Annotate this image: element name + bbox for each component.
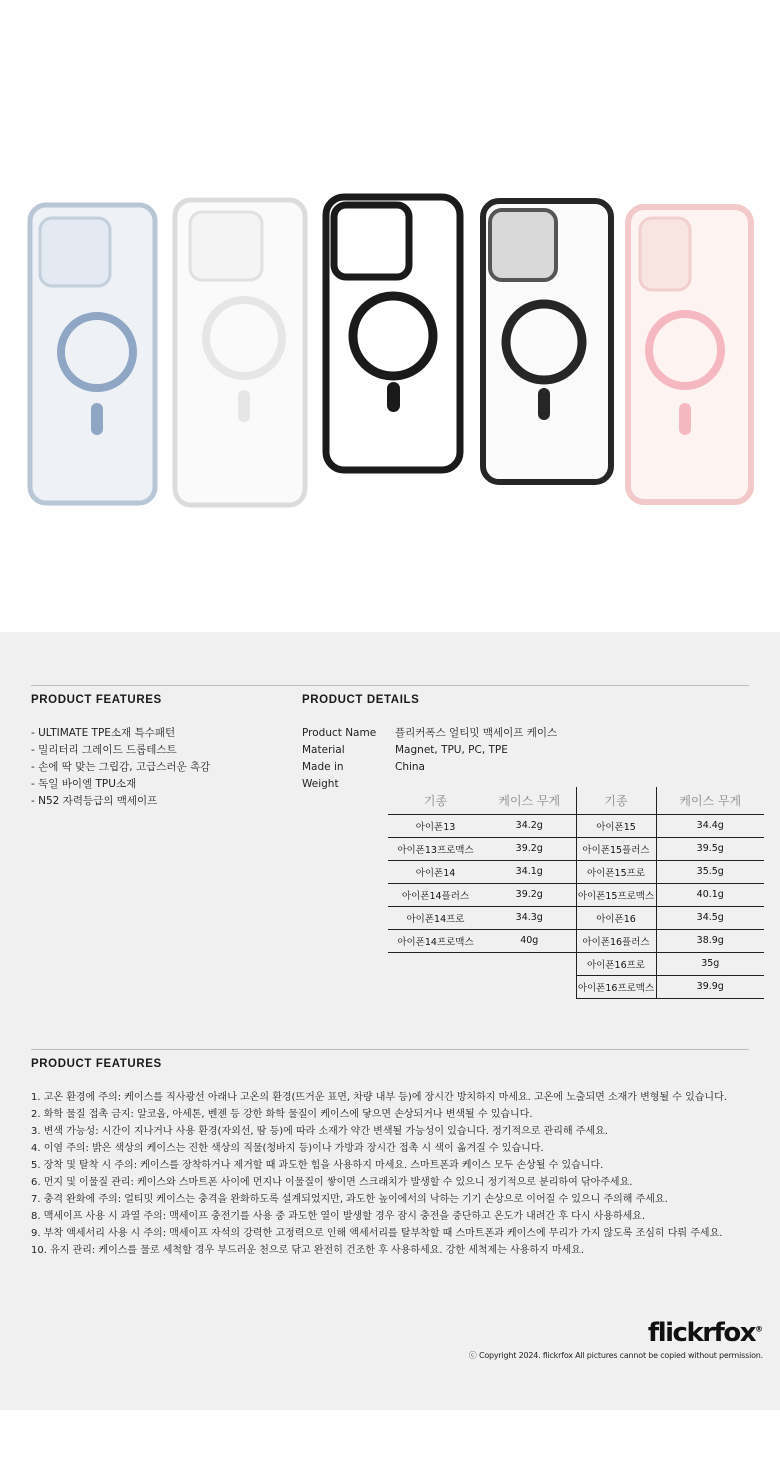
table-cell: 아이폰14플러스 [388, 883, 483, 906]
table-row [388, 952, 764, 975]
case-blue-gray [30, 205, 155, 503]
table-row [388, 883, 764, 906]
list-item: - N52 자력등급의 맥세이프 [31, 795, 158, 807]
column-header: 기종 [388, 787, 483, 814]
detail-label: Weight [302, 778, 339, 790]
table-cell: 아이폰13 [388, 814, 483, 837]
phone-cases-illustration [0, 0, 780, 632]
divider [31, 1049, 749, 1050]
list-item: - 밀리터리 그레이드 드롭테스트 [31, 744, 177, 756]
detail-row [302, 759, 557, 776]
table-cell: 35g [656, 952, 764, 975]
table-row [388, 929, 764, 952]
table-cell: 34.3g [483, 906, 576, 929]
table-row [388, 837, 764, 860]
table-row [388, 860, 764, 883]
table-cell: 35.5g [656, 860, 764, 883]
table-cell [483, 975, 576, 998]
divider [31, 685, 749, 686]
product-hero-image [0, 0, 780, 632]
table-cell: 아이폰14 [388, 860, 483, 883]
case-black [326, 197, 460, 470]
list-item: - 손에 딱 맞는 그립감, 고급스러운 촉감 [31, 761, 211, 773]
case-clear [175, 200, 305, 505]
list-item: - 독일 바이엘 TPU소재 [31, 778, 137, 790]
table-cell: 39.2g [483, 837, 576, 860]
detail-value: 플리커폭스 얼티밋 맥세이프 케이스 [395, 727, 558, 739]
table-cell: 아이폰14프로맥스 [388, 929, 483, 952]
table-header-row [388, 787, 764, 814]
care-list [31, 1089, 761, 1259]
brand-logo [648, 1318, 763, 1348]
table-cell: 38.9g [656, 929, 764, 952]
table-cell [388, 975, 483, 998]
details-list [302, 725, 557, 793]
table-cell: 34.2g [483, 814, 576, 837]
detail-value: China [395, 761, 425, 773]
column-header: 기종 [576, 787, 656, 814]
column-header: 케이스 무게 [483, 787, 576, 814]
care-title: PRODUCT FEATURES [31, 1058, 162, 1070]
registered-mark: ® [755, 1324, 763, 1334]
table-cell: 39.2g [483, 883, 576, 906]
column-header: 케이스 무게 [656, 787, 764, 814]
list-item: 6. 먼지 및 이물질 관리: 케이스와 스마트폰 사이에 먼지나 이물질이 쌓이면 스크래치가 발생할 수 있으니 정기적으로 분리하여 닦아주세요. [31, 1177, 633, 1188]
table-cell: 아이폰16플러스 [576, 929, 656, 952]
table-cell: 40.1g [656, 883, 764, 906]
detail-row [302, 742, 557, 759]
table-cell: 34.1g [483, 860, 576, 883]
table-cell: 아이폰13프로맥스 [388, 837, 483, 860]
detail-label: Product Name [302, 727, 377, 739]
table-cell: 아이폰15프로맥스 [576, 883, 656, 906]
table-cell [483, 952, 576, 975]
table-cell [388, 952, 483, 975]
table-cell: 39.5g [656, 837, 764, 860]
list-item: 4. 이염 주의: 밝은 색상의 케이스는 진한 색상의 직물(청바지 등)이나 가방과 장시간 접촉 시 색이 옮겨질 수 있습니다. [31, 1143, 544, 1154]
table-cell: 아이폰16프로맥스 [576, 975, 656, 998]
list-item: - ULTIMATE TPE소재 특수패턴 [31, 727, 176, 739]
list-item: 1. 고온 환경에 주의: 케이스를 직사광선 아래나 고온의 환경(뜨거운 표면, 차량 내부 등)에 장시간 방치하지 마세요. 고온에 노출되면 소재가 변형될 수 있습니다. [31, 1092, 727, 1103]
table-cell: 아이폰15프로 [576, 860, 656, 883]
features-title: PRODUCT FEATURES [31, 694, 162, 706]
detail-label: Made in [302, 761, 344, 773]
table-cell: 아이폰15 [576, 814, 656, 837]
list-item: 9. 부착 액세서리 사용 시 주의: 맥세이프 자석의 강력한 고정력으로 인해 액세서리를 탈부착할 때 스마트폰과 케이스에 무리가 가지 않도록 조심히 다뤄 주세요. [31, 1228, 723, 1239]
table-row [388, 975, 764, 998]
features-list [31, 725, 210, 810]
list-item: 3. 변색 가능성: 시간이 지나거나 사용 환경(자외선, 땀 등)에 따라 소재가 약간 변색될 가능성이 있습니다. 정기적으로 관리해 주세요. [31, 1126, 608, 1137]
copyright-text: ⓒ Copyright 2024. flickrfox All pictures cannot be copied without permission. [468, 1351, 763, 1360]
detail-row [302, 725, 557, 742]
table-cell: 아이폰15플러스 [576, 837, 656, 860]
table-cell: 40g [483, 929, 576, 952]
table-cell: 34.5g [656, 906, 764, 929]
detail-value: Magnet, TPU, PC, TPE [395, 744, 508, 756]
table-cell: 아이폰16 [576, 906, 656, 929]
brand-name: flickrfox [647, 1318, 755, 1348]
case-black-frame [483, 201, 611, 482]
table-cell: 34.4g [656, 814, 764, 837]
list-item: 7. 충격 완화에 주의: 얼티밋 케이스는 충격을 완화하도록 설계되었지만, 과도한 높이에서의 낙하는 기기 손상으로 이어질 수 있으니 주의해 주세요. [31, 1194, 668, 1205]
table-row [388, 814, 764, 837]
table-cell: 39.9g [656, 975, 764, 998]
table-cell: 아이폰14프로 [388, 906, 483, 929]
table-row [388, 906, 764, 929]
case-pink [628, 207, 751, 502]
list-item: 10. 유지 관리: 케이스를 물로 세척할 경우 부드러운 천으로 닦고 완전히 건조한 후 사용하세요. 강한 세척제는 사용하지 마세요. [31, 1245, 585, 1256]
list-item: 5. 장착 및 탈착 시 주의: 케이스를 장착하거나 제거할 때 과도한 힘을 사용하지 마세요. 스마트폰과 케이스 모두 손상될 수 있습니다. [31, 1160, 604, 1171]
list-item: 2. 화학 물질 접촉 금지: 알코올, 아세톤, 벤젠 등 강한 화학 물질이 케이스에 닿으면 손상되거나 변색될 수 있습니다. [31, 1109, 533, 1120]
details-title: PRODUCT DETAILS [302, 694, 420, 706]
weight-table [388, 787, 764, 999]
detail-label: Material [302, 744, 345, 756]
table-cell: 아이폰16프로 [576, 952, 656, 975]
list-item: 8. 맥세이프 사용 시 과열 주의: 맥세이프 충전기를 사용 중 과도한 열이 발생할 경우 잠시 충전을 중단하고 온도가 내려간 후 다시 사용하세요. [31, 1211, 646, 1222]
